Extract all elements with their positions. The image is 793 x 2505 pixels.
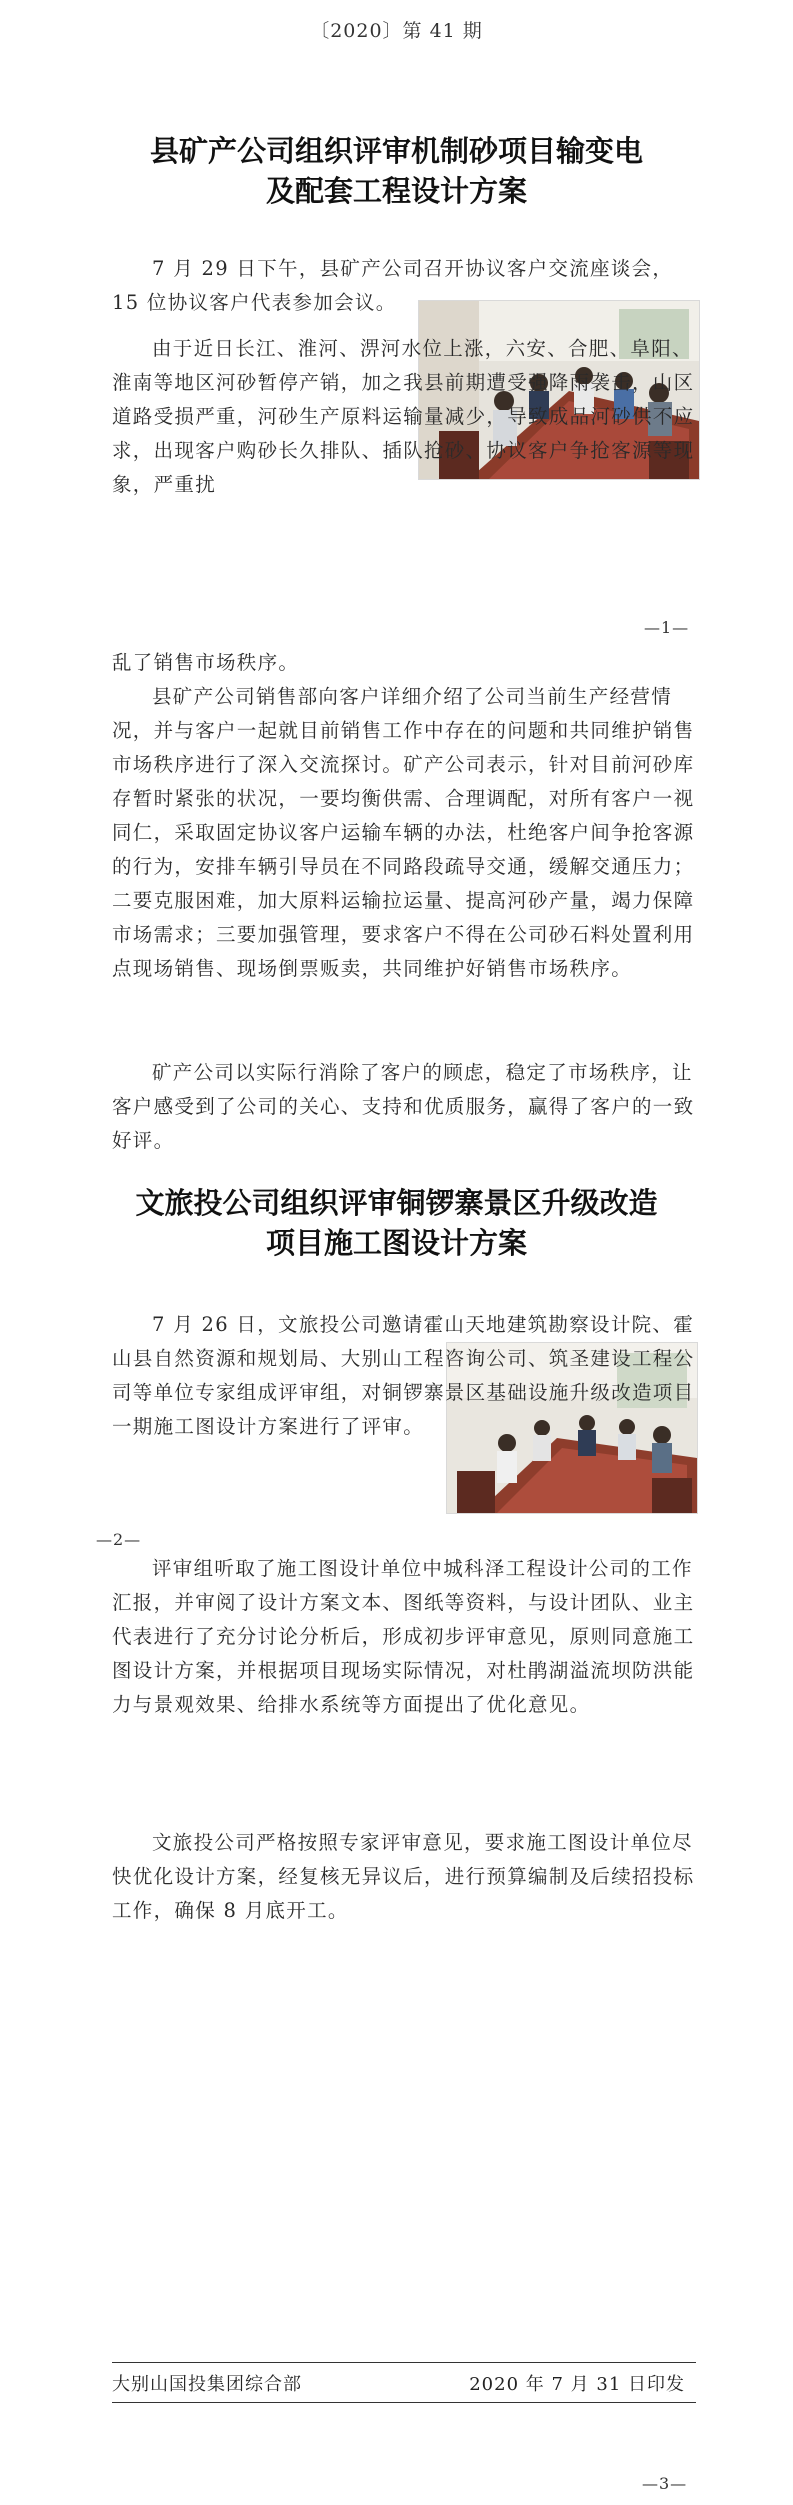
article2-paragraph-1: 7 月 26 日，文旅投公司邀请霍山天地建筑勘察设计院、霍山县自然资源和规划局、大别山工程咨询公司、筑圣建设工程公司等单位专家组成评审组，对铜锣寨景区基础设施升级改造项目一期施工图设计方案进行了评审。	[112, 1313, 695, 1438]
page-number-2: —2—	[96, 1530, 142, 1549]
footer-organization: 大别山国投集团综合部	[112, 2374, 302, 2395]
article1-title-line1: 县矿产公司组织评审机制砂项目输变电	[149, 134, 643, 168]
article2-title-line1: 文旅投公司组织评审铜锣寨景区升级改造	[135, 1186, 658, 1220]
article1-paragraph-1: 7 月 29 日下午，县矿产公司召开协议客户交流座谈会，15 位协议客户代表参加会议。	[112, 257, 674, 314]
article1-paragraph-2a: 由于近日长江、淮河、淠河水位上涨，六安、合肥、阜阳、淮南等地区河砂暂停产销，加之我县前期遭受强降雨袭击，山区道路受损严重，河砂生产原料运输量减少，导致成品河砂供不应求，出现客户购砂长久排队、插队抢砂、协议客户争抢客源等现象，严重扰	[112, 337, 695, 496]
page-number-1: —1—	[644, 618, 690, 637]
footer-print-date: 2020 年 7 月 31 日印发	[469, 2374, 685, 2395]
footer-divider	[112, 2362, 696, 2363]
page-number-3: —3—	[642, 2474, 688, 2493]
footer-divider-bottom	[112, 2402, 696, 2403]
article2-paragraph-3: 文旅投公司严格按照专家评审意见，要求施工图设计单位尽快优化设计方案，经复核无异议后，进行预算编制及后续招投标工作，确保 8 月底开工。	[112, 1831, 695, 1922]
article1-paragraph-3: 县矿产公司销售部向客户详细介绍了公司当前生产经营情况，并与客户一起就目前销售工作中存在的问题和共同维护销售市场秩序进行了深入交流探讨。矿产公司表示，针对目前河砂库存暂时紧张的状况，一要均衡供需、合理调配，对所有客户一视同仁，采取固定协议客户运输车辆的办法，杜绝客户间争抢客源的行为，安排车辆引导员在不同路段疏导交通，缓解交通压力；二要克服困难，加大原料运输拉运量、提高河砂产量，竭力保障市场需求；三要加强管理，要求客户不得在公司砂石料处置利用点现场销售、现场倒票贩卖，共同维护好销售市场秩序。	[112, 685, 695, 980]
article2-paragraph-2: 评审组听取了施工图设计单位中城科泽工程设计公司的工作汇报，并审阅了设计方案文本、图纸等资料，与设计团队、业主代表进行了充分讨论分析后，形成初步评审意见，原则同意施工图设计方案，并根据项目现场实际情况，对杜鹃湖溢流坝防洪能力与景观效果、给排水系统等方面提出了优化意见。	[112, 1557, 695, 1716]
article1-paragraph-2b: 乱了销售市场秩序。	[112, 651, 300, 674]
issue-number: 〔2020〕第 41 期	[310, 20, 483, 42]
article2-title-line2: 项目施工图设计方案	[265, 1226, 527, 1260]
article1-title-line2: 及配套工程设计方案	[265, 174, 527, 208]
article1-paragraph-4: 矿产公司以实际行消除了客户的顾虑，稳定了市场秩序，让客户感受到了公司的关心、支持和优质服务，赢得了客户的一致好评。	[112, 1061, 695, 1152]
